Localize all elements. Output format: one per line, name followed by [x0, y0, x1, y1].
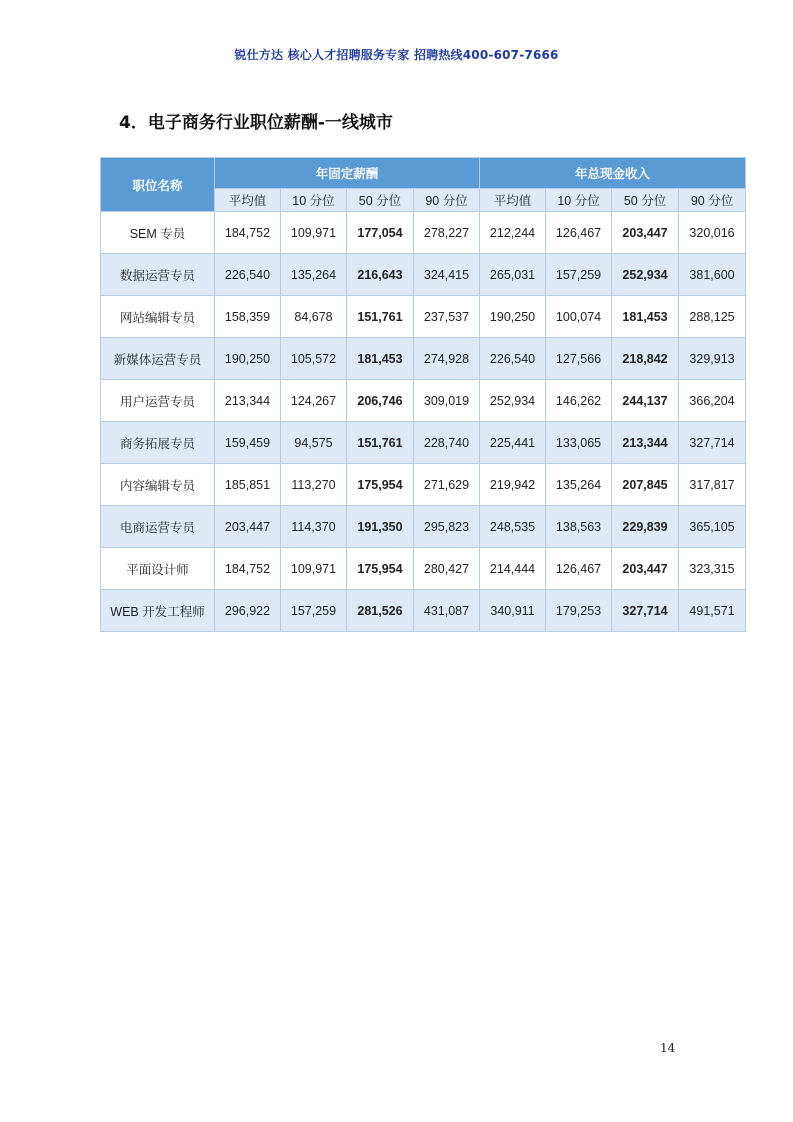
value-cell: 158,359: [215, 296, 281, 338]
value-cell: 127,566: [546, 338, 612, 380]
sub-header: 50 分位: [347, 189, 414, 212]
table-row: [101, 380, 746, 422]
value-cell: 252,934: [480, 380, 546, 422]
position-name-cell: 商务拓展专员: [101, 422, 215, 464]
value-cell: 218,842: [612, 338, 679, 380]
sub-header: 10 分位: [546, 189, 612, 212]
position-column-header: 职位名称: [101, 158, 215, 212]
value-cell: 177,054: [347, 212, 414, 254]
value-cell: 146,262: [546, 380, 612, 422]
value-cell: 229,839: [612, 506, 679, 548]
table-row: [101, 590, 746, 632]
value-cell: 271,629: [414, 464, 480, 506]
value-cell: 84,678: [281, 296, 347, 338]
position-name-cell: 用户运营专员: [101, 380, 215, 422]
value-cell: 214,444: [480, 548, 546, 590]
total-cash-group-header: 年总现金收入: [480, 158, 746, 189]
value-cell: 133,065: [546, 422, 612, 464]
value-cell: 157,259: [281, 590, 347, 632]
table-row: [101, 422, 746, 464]
value-cell: 248,535: [480, 506, 546, 548]
table-row: [101, 506, 746, 548]
value-cell: 175,954: [347, 464, 414, 506]
value-cell: 216,643: [347, 254, 414, 296]
position-name-cell: 电商运营专员: [101, 506, 215, 548]
value-cell: 252,934: [612, 254, 679, 296]
value-cell: 288,125: [679, 296, 746, 338]
sub-header: 平均值: [480, 189, 546, 212]
value-cell: 203,447: [612, 548, 679, 590]
value-cell: 206,746: [347, 380, 414, 422]
value-cell: 213,344: [612, 422, 679, 464]
position-name-cell: SEM 专员: [101, 212, 215, 254]
value-cell: 381,600: [679, 254, 746, 296]
value-cell: 296,922: [215, 590, 281, 632]
value-cell: 327,714: [612, 590, 679, 632]
sub-header: 10 分位: [281, 189, 347, 212]
value-cell: 324,415: [414, 254, 480, 296]
value-cell: 317,817: [679, 464, 746, 506]
table-row: [101, 254, 746, 296]
position-name-cell: 网站编辑专员: [101, 296, 215, 338]
value-cell: 135,264: [546, 464, 612, 506]
table-row: [101, 338, 746, 380]
value-cell: 278,227: [414, 212, 480, 254]
value-cell: 151,761: [347, 422, 414, 464]
value-cell: 226,540: [215, 254, 281, 296]
value-cell: 135,264: [281, 254, 347, 296]
value-cell: 181,453: [347, 338, 414, 380]
value-cell: 184,752: [215, 548, 281, 590]
value-cell: 323,315: [679, 548, 746, 590]
value-cell: 157,259: [546, 254, 612, 296]
position-name-cell: 内容编辑专员: [101, 464, 215, 506]
value-cell: 138,563: [546, 506, 612, 548]
value-cell: 151,761: [347, 296, 414, 338]
section-title: 4．电子商务行业职位薪酬-一线城市: [119, 113, 393, 133]
value-cell: 431,087: [414, 590, 480, 632]
sub-header: 平均值: [215, 189, 281, 212]
value-cell: 126,467: [546, 548, 612, 590]
value-cell: 281,526: [347, 590, 414, 632]
position-name-cell: 平面设计师: [101, 548, 215, 590]
value-cell: 228,740: [414, 422, 480, 464]
value-cell: 113,270: [281, 464, 347, 506]
value-cell: 207,845: [612, 464, 679, 506]
sub-header: 90 分位: [679, 189, 746, 212]
value-cell: 203,447: [612, 212, 679, 254]
table-row: [101, 212, 746, 254]
value-cell: 366,204: [679, 380, 746, 422]
value-cell: 329,913: [679, 338, 746, 380]
sub-header: 50 分位: [612, 189, 679, 212]
value-cell: 280,427: [414, 548, 480, 590]
value-cell: 190,250: [480, 296, 546, 338]
position-name-cell: 新媒体运营专员: [101, 338, 215, 380]
value-cell: 237,537: [414, 296, 480, 338]
table-row: [101, 464, 746, 506]
table-row: [101, 296, 746, 338]
value-cell: 309,019: [414, 380, 480, 422]
fixed-salary-group-header: 年固定薪酬: [215, 158, 480, 189]
value-cell: 225,441: [480, 422, 546, 464]
value-cell: 181,453: [612, 296, 679, 338]
value-cell: 491,571: [679, 590, 746, 632]
value-cell: 365,105: [679, 506, 746, 548]
value-cell: 226,540: [480, 338, 546, 380]
table-body: [101, 212, 746, 632]
value-cell: 105,572: [281, 338, 347, 380]
position-name-cell: 数据运营专员: [101, 254, 215, 296]
salary-table: [100, 157, 746, 632]
value-cell: 159,459: [215, 422, 281, 464]
value-cell: 109,971: [281, 212, 347, 254]
value-cell: 126,467: [546, 212, 612, 254]
page-header: 锐仕方达 核心人才招聘服务专家 招聘热线400-607-7666: [234, 48, 559, 62]
value-cell: 94,575: [281, 422, 347, 464]
value-cell: 185,851: [215, 464, 281, 506]
value-cell: 320,016: [679, 212, 746, 254]
value-cell: 175,954: [347, 548, 414, 590]
value-cell: 124,267: [281, 380, 347, 422]
page-number: 14: [660, 1041, 676, 1055]
value-cell: 219,942: [480, 464, 546, 506]
value-cell: 184,752: [215, 212, 281, 254]
value-cell: 295,823: [414, 506, 480, 548]
value-cell: 244,137: [612, 380, 679, 422]
value-cell: 327,714: [679, 422, 746, 464]
value-cell: 212,244: [480, 212, 546, 254]
value-cell: 265,031: [480, 254, 546, 296]
value-cell: 191,350: [347, 506, 414, 548]
value-cell: 100,074: [546, 296, 612, 338]
table-row: [101, 548, 746, 590]
value-cell: 109,971: [281, 548, 347, 590]
position-name-cell: WEB 开发工程师: [101, 590, 215, 632]
value-cell: 179,253: [546, 590, 612, 632]
value-cell: 213,344: [215, 380, 281, 422]
value-cell: 114,370: [281, 506, 347, 548]
sub-header: 90 分位: [414, 189, 480, 212]
value-cell: 190,250: [215, 338, 281, 380]
value-cell: 340,911: [480, 590, 546, 632]
value-cell: 203,447: [215, 506, 281, 548]
value-cell: 274,928: [414, 338, 480, 380]
